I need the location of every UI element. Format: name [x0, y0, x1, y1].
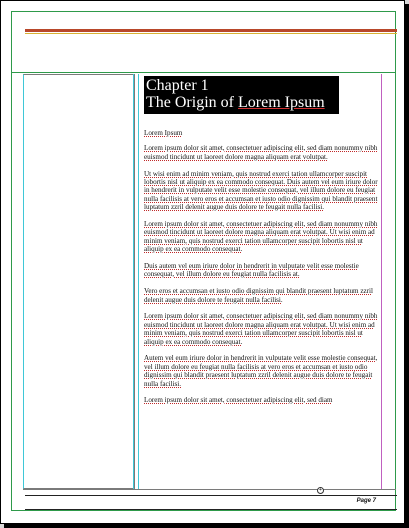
header-rule-accent	[25, 33, 397, 34]
column-guide-left	[133, 74, 134, 490]
column-guide-gutter	[138, 74, 139, 490]
body-text-frame[interactable]	[144, 129, 380, 413]
column-guide-right	[381, 74, 382, 490]
body-paragraph: Ut wisi enim ad minim veniam, quis nostrud exerci tation ullamcorper suscipit lobortis nisl ut aliquip ex ea commodo consequat. Duis autem vel eum iriure dolor in hendrerit in vulputate velit esse molestie consequat, vel illum dolore eu feugiat nulla facilisis at vero eros et accumsan et iusto odio dignissim qui blandit praesent luptatum zzril delenit augue duis dolore te feugait nulla facilisi.	[144, 169, 378, 212]
chapter-title-highlight: Lorem Ipsum	[237, 94, 325, 111]
body-paragraph: Lorem ipsum dolor sit amet, consectetuer adipiscing elit, sed diam	[144, 396, 333, 405]
header-rule	[25, 29, 397, 32]
text-overflow-icon[interactable]: +	[317, 487, 324, 494]
body-heading: Lorem Ipsum	[144, 129, 183, 137]
body-paragraph: Lorem ipsum dolor sit amet, consectetuer adipiscing elit, sed diam nonummy nibh euismod tincidunt ut laoreet dolore magna aliquam erat volutpat. Ut wisi enim ad minim veniam, quis nostrud exerci tation ullamcorper suscipit lobortis nisl ut aliquip ex ea commodo consequat.	[144, 220, 378, 254]
top-column-guide	[11, 72, 396, 73]
footer-rule-bottom	[25, 509, 397, 510]
body-paragraph: Autem vel eum iriure dolor in hendrerit in vulputate velit esse molestie consequat, vel illum dolore eu feugiat nulla facilisis at vero eros et accumsan et iusto odio dignissim qui blandit praesent luptatum zzril delenit augue duis dolore te feugait nulla facilisi.	[144, 354, 378, 388]
chapter-title-prefix: The Origin of	[146, 94, 238, 111]
body-paragraph: Duis autem vel eum iriure dolor in hendrerit in vulputate velit esse molestie consequat, vel illum dolore eu feugiat nulla facilisis at.	[144, 262, 359, 279]
page-shadow-right	[405, 4, 409, 528]
body-paragraph: Lorem ipsum dolor sit amet, consectetuer adipiscing elit, sed diam nonummy nibh euismod tincidunt ut laoreet dolore magna aliquam erat volutpat.	[144, 144, 378, 161]
sidebar-frame[interactable]	[23, 74, 135, 489]
footer-rule	[25, 495, 397, 496]
chapter-heading-frame[interactable]	[144, 76, 339, 114]
page-shadow-bottom	[4, 524, 409, 528]
chapter-number: Chapter 1	[146, 77, 209, 94]
page-number: Page 7	[356, 498, 376, 504]
body-paragraph: Lorem ipsum dolor sit amet, consectetuer adipiscing elit, sed diam nonummy nibh euismod tincidunt ut laoreet dolore magna aliquam erat volutpat. Ut wisi enim ad minim veniam, quis nostrud exerci tation ullamcorper suscipit lobortis nisl ut aliquip ex ea commodo consequat.	[144, 312, 378, 346]
bottom-column-guide	[23, 489, 396, 490]
body-paragraph: Vero eros et accumsan et iusto odio dignissim qui blandit praesent luptatum zzril delenit augue duis dolore te feugait nulla facilisi.	[144, 287, 373, 304]
chapter-title	[146, 94, 325, 111]
